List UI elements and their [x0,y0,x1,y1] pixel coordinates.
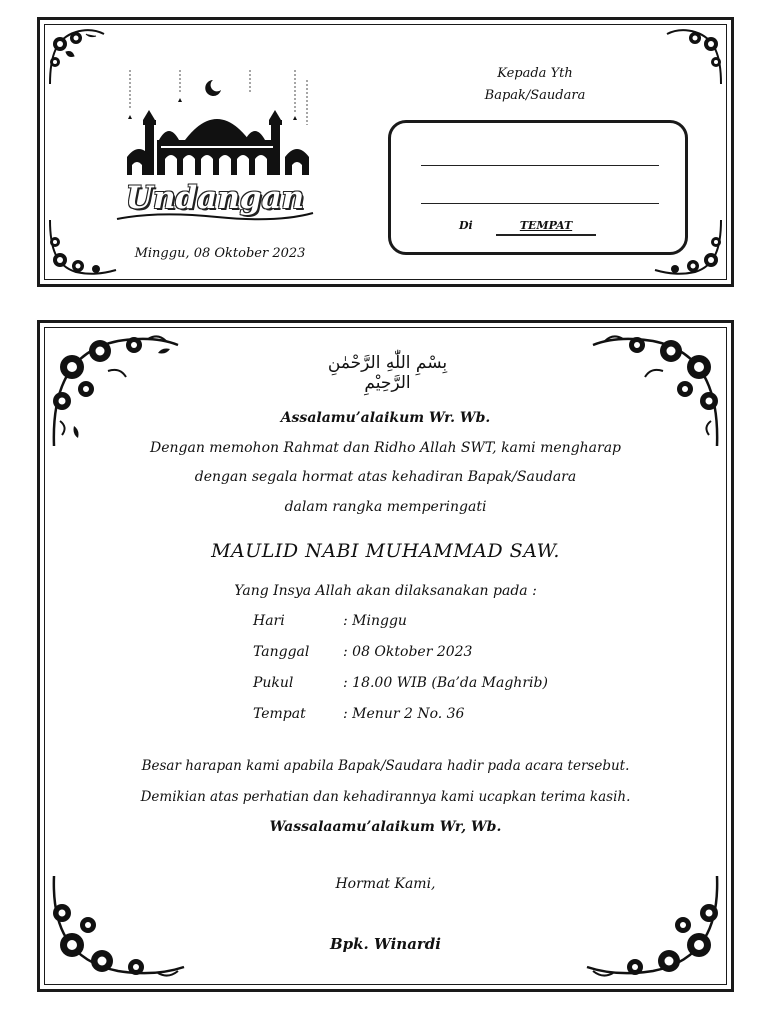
detail-value: : 18.00 WIB (Ba’da Maghrib) [343,675,548,691]
detail-label: Tanggal [253,644,310,660]
detail-value: : 08 Oktober 2023 [343,644,473,660]
detail-label: Tempat [253,706,306,722]
signatory-name: Bpk. Winardi [330,935,441,953]
recipient-line-2: Bapak/Saudara [484,88,586,103]
schedule-intro: Yang Insya Allah akan dilaksanakan pada : [234,583,537,599]
intro-line: Dengan memohon Rahmat dan Ridho Allah SWT, kami mengharap [149,440,622,456]
floral-corner-ornament [46,26,108,88]
detail-label: Hari [253,613,285,629]
closing-line: Demikian atas perhatian dan kehadirannya kami ucapkan terima kasih. [140,789,631,805]
invitation-letter-card [37,320,734,992]
address-line [421,203,659,204]
detail-row-tanggal [253,644,472,660]
closing-greeting: Wassalaamu’alaikum Wr, Wb. [269,819,502,835]
floral-corner-ornament [48,331,183,451]
detail-label: Pukul [253,675,294,691]
title-swash-ornament [115,210,315,229]
recipient-heading [460,63,610,107]
closing-line: Besar harapan kami apabila Bapak/Saudara hadir pada acara tersebut. [141,758,630,774]
floral-corner-ornament [663,26,725,88]
di-label: Di [459,219,473,232]
detail-value: : Menur 2 No. 36 [343,706,465,722]
detail-row-tempat [253,706,464,722]
intro-line: dalam rangka memperingati [284,499,487,515]
intro-line: dengan segala hormat atas kehadiran Bapak/Saudara [194,469,577,485]
address-line [421,165,659,166]
opening-greeting: Assalamu’alaikum Wr. Wb. [280,410,491,426]
address-box [388,120,688,255]
floral-corner-ornament [588,331,723,451]
detail-value: : Minggu [343,613,407,629]
envelope-card [37,17,734,287]
detail-row-pukul [253,675,548,691]
tempat-label: TEMPAT [496,219,596,236]
recipient-line-1: Kepada Yth [497,66,573,81]
bismillah-calligraphy: بِسْمِ اللّٰهِ الرَّحْمٰنِ الرَّحِيْمِ [327,353,448,393]
invitation-title: Undangan [125,180,305,216]
detail-row-hari [253,613,407,629]
regards-text: Hormat Kami, [335,876,436,892]
envelope-date: Minggu, 08 Oktober 2023 [134,246,306,261]
mosque-illustration [125,70,310,179]
event-title: MAULID NABI MUHAMMAD SAW. [211,540,560,562]
